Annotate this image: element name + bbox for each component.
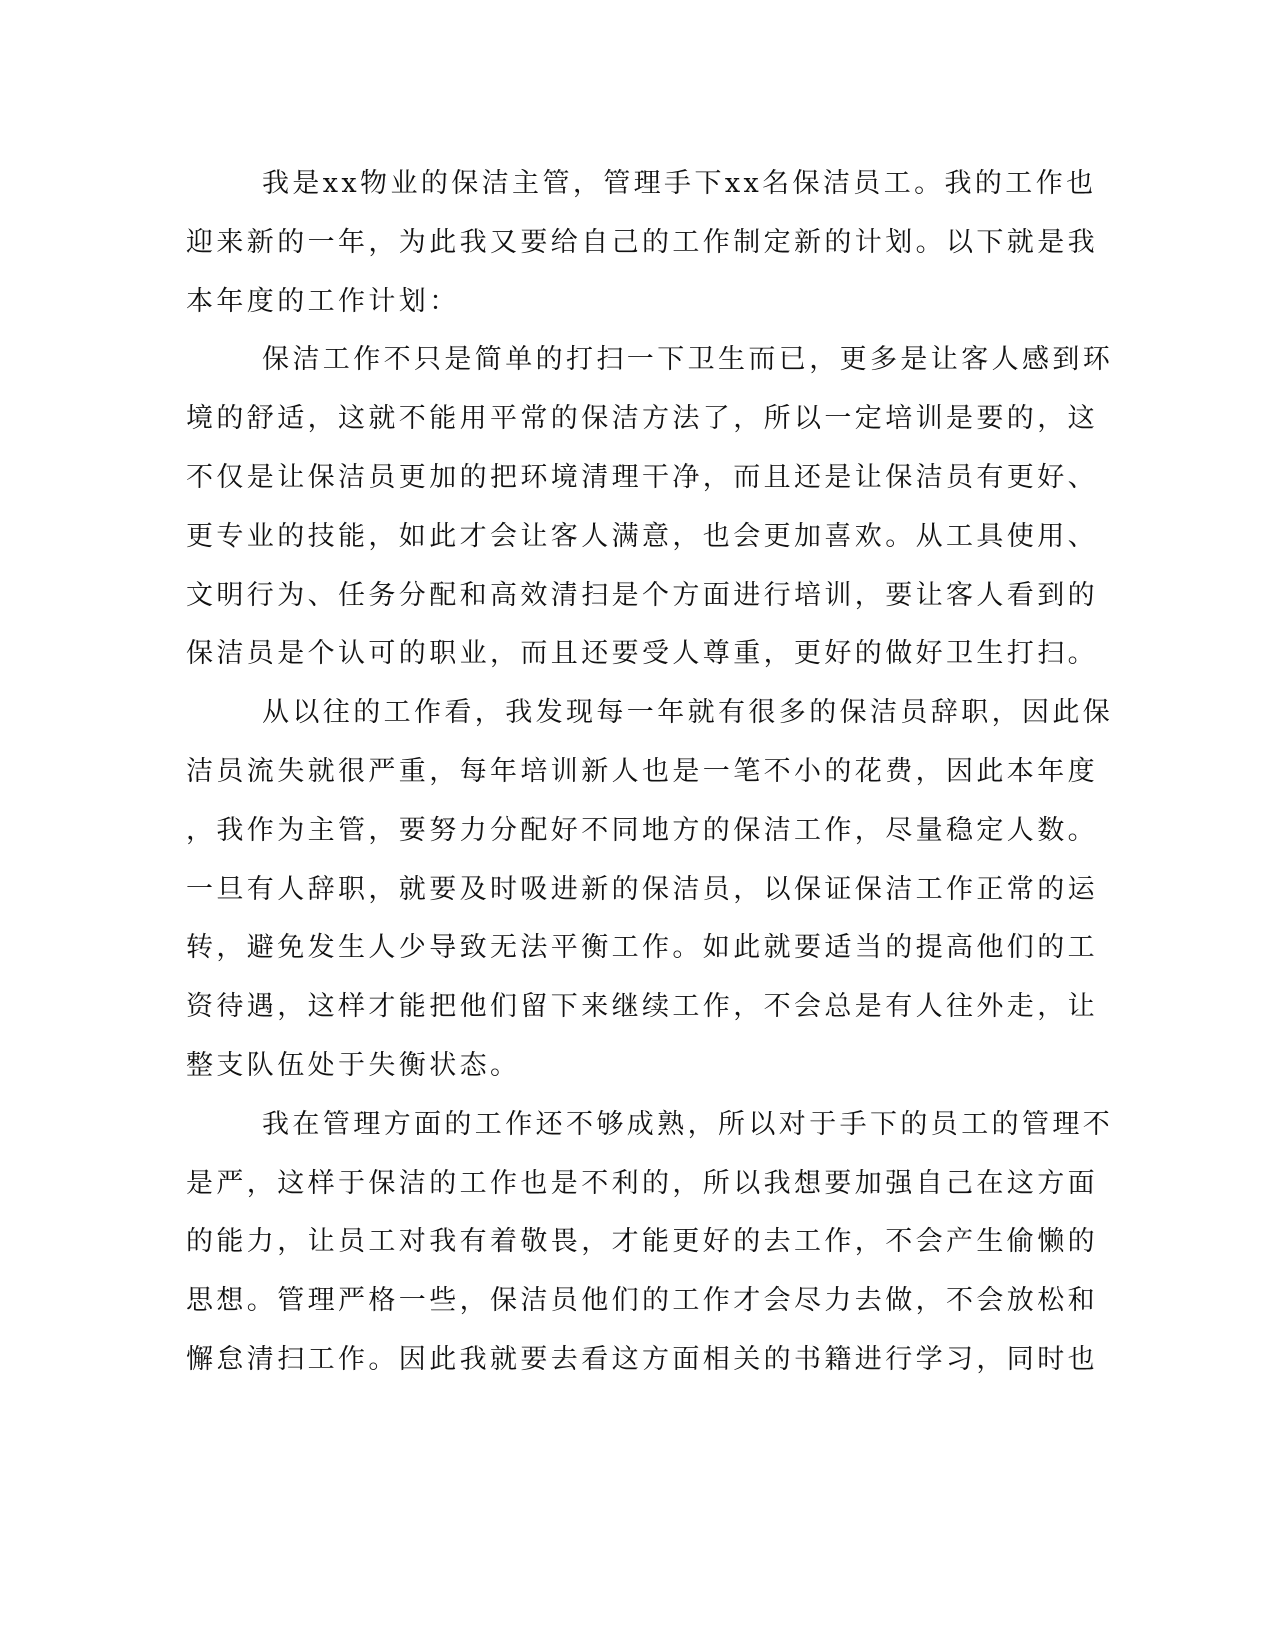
paragraph-3-line-2: 洁员流失就很严重，每年培训新人也是一笔不小的花费，因此本年度 xyxy=(186,755,1098,787)
document-body xyxy=(186,155,1114,1390)
paragraph-3-line-4: 一旦有人辞职，就要及时吸进新的保洁员，以保证保洁工作正常的运 xyxy=(186,873,1098,905)
paragraph-1-line-1: 我是xx物业的保洁主管，管理手下xx名保洁员工。我的工作也 xyxy=(262,168,1097,199)
paragraph-2-line-3: 不仅是让保洁员更加的把环境清理干净，而且还是让保洁员有更好、 xyxy=(186,461,1098,493)
paragraph-3-line-6: 资待遇，这样才能把他们留下来继续工作，不会总是有人往外走，让 xyxy=(186,991,1098,1023)
paragraph-3-line-5: 转，避免发生人少导致无法平衡工作。如此就要适当的提高他们的工 xyxy=(186,932,1098,964)
paragraph-2-line-2: 境的舒适，这就不能用平常的保洁方法了，所以一定培训是要的，这 xyxy=(186,403,1098,435)
paragraph-4-line-2: 是严，这样于保洁的工作也是不利的，所以我想要加强自己在这方面 xyxy=(186,1167,1098,1199)
paragraph-2-line-6: 保洁员是个认可的职业，而且还要受人尊重，更好的做好卫生打扫。 xyxy=(186,638,1098,670)
paragraph-3-line-7: 整支队伍处于失衡状态。 xyxy=(186,1049,521,1081)
paragraph-1-line-3: 本年度的工作计划： xyxy=(186,285,460,317)
paragraph-2-line-5: 文明行为、任务分配和高效清扫是个方面进行培训，要让客人看到的 xyxy=(186,579,1098,611)
paragraph-2-line-4: 更专业的技能，如此才会让客人满意，也会更加喜欢。从工具使用、 xyxy=(186,520,1098,552)
paragraph-4-line-5: 懈怠清扫工作。因此我就要去看这方面相关的书籍进行学习，同时也 xyxy=(186,1343,1098,1375)
paragraph-4-line-3: 的能力，让员工对我有着敬畏，才能更好的去工作，不会产生偷懒的 xyxy=(186,1226,1098,1258)
paragraph-1-line-2: 迎来新的一年，为此我又要给自己的工作制定新的计划。以下就是我 xyxy=(186,226,1098,258)
paragraph-4-line-1: 我在管理方面的工作还不够成熟，所以对于手下的员工的管理不 xyxy=(262,1108,1114,1140)
paragraph-2-line-1: 保洁工作不只是简单的打扫一下卫生而已，更多是让客人感到环 xyxy=(262,344,1114,376)
paragraph-4-line-4: 思想。管理严格一些，保洁员他们的工作才会尽力去做，不会放松和 xyxy=(186,1285,1098,1317)
paragraph-3-line-3: ，我作为主管，要努力分配好不同地方的保洁工作，尽量稳定人数。 xyxy=(186,814,1098,846)
paragraph-3-line-1: 从以往的工作看，我发现每一年就有很多的保洁员辞职，因此保 xyxy=(262,697,1114,729)
